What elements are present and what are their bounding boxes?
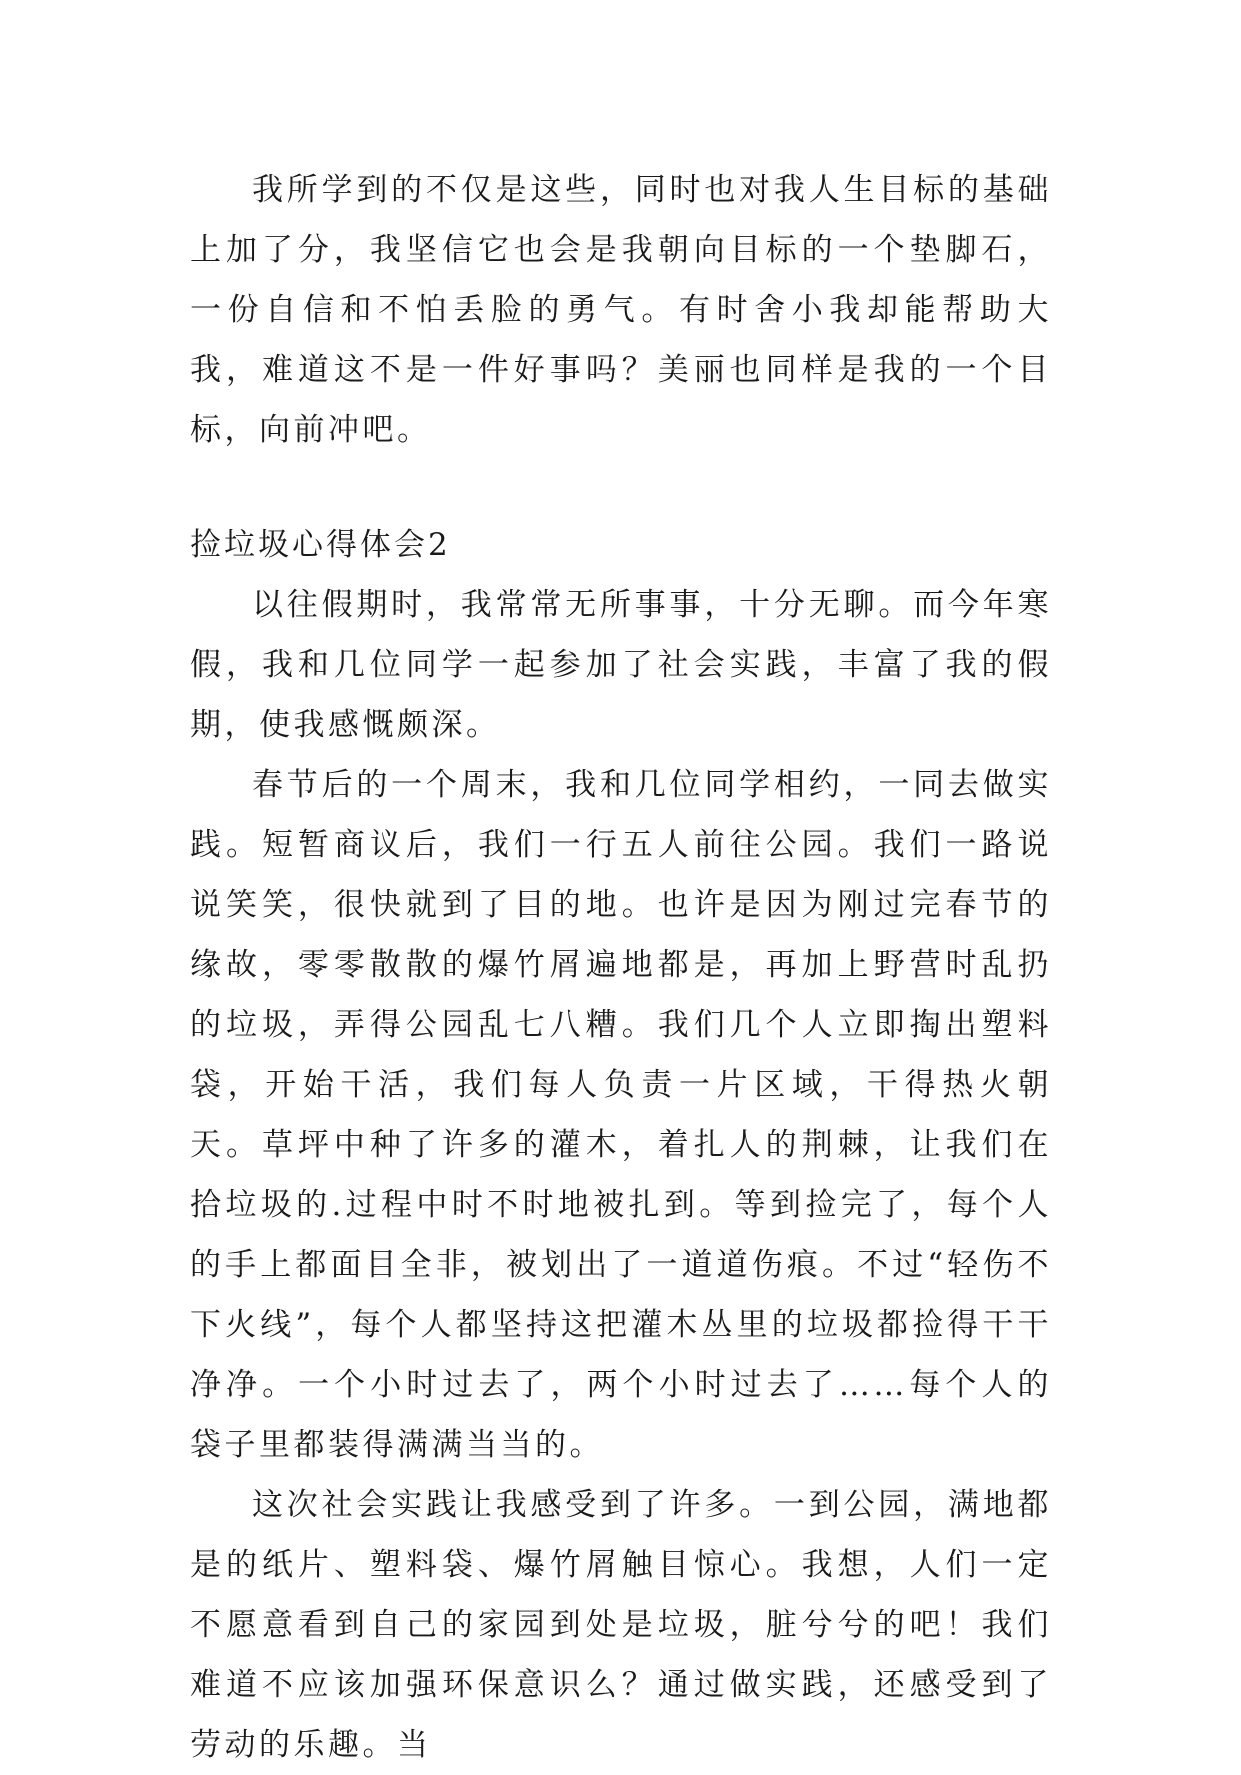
- paragraph-1: 以往假期时，我常常无所事事，十分无聊。而今年寒假，我和几位同学一起参加了社会实践，丰富了我的假期，使我感慨颇深。: [190, 587, 1052, 743]
- paragraph-3: 这次社会实践让我感受到了许多。一到公园，满地都是的纸片、塑料袋、爆竹屑触目惊心。我想，人们一定不愿意看到自己的家园到处是垃圾，脏兮兮的吧！我们难道不应该加强环保意识么？通过做实践，还感受到了劳动的乐趣。当: [190, 1487, 1052, 1763]
- section-heading: 捡垃圾心得体会2: [190, 527, 451, 563]
- paragraph-2: 春节后的一个周末，我和几位同学相约，一同去做实践。短暂商议后，我们一行五人前往公园。我们一路说说笑笑，很快就到了目的地。也许是因为刚过完春节的缘故，零零散散的爆竹屑遍地都是，再加上野营时乱扔的垃圾，弄得公园乱七八糟。我们几个人立即掏出塑料袋，开始干活，我们每人负责一片区域，干得热火朝天。草坪中种了许多的灌木，着扎人的荆棘，让我们在拾垃圾的.过程中时不时地被扎到。等到捡完了，每个人的手上都面目全非，被划出了一道道伤痕。不过“轻伤不下火线”，每个人都坚持这把灌木丛里的垃圾都捡得干干净净。一个小时过去了，两个小时过去了……每个人的袋子里都装得满满当当的。: [190, 767, 1052, 1463]
- section-spacer: [190, 460, 1052, 515]
- document-body: [190, 160, 1052, 1775]
- paragraph-intro: 我所学到的不仅是这些，同时也对我人生目标的基础上加了分，我坚信它也会是我朝向目标的一个垫脚石，一份自信和不怕丢脸的勇气。有时舍小我却能帮助大我，难道这不是一件好事吗？美丽也同样是我的一个目标，向前冲吧。: [190, 172, 1052, 448]
